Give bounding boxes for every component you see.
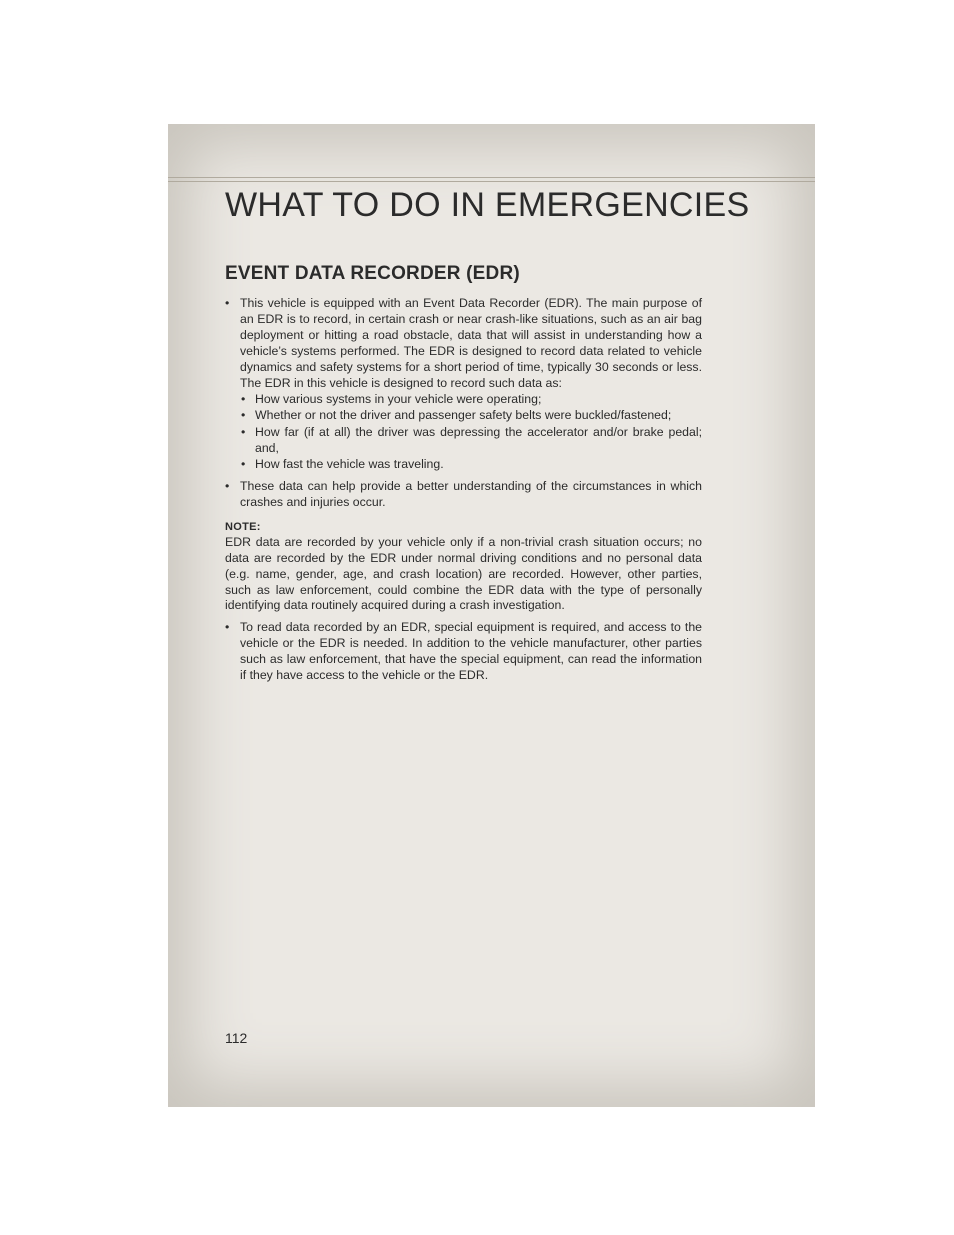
bullet-edr-description [225, 296, 702, 473]
manual-page [168, 124, 815, 1107]
header-rule-top [168, 177, 815, 178]
bullet-data-purpose [225, 479, 702, 511]
note-text: EDR data are recorded by your vehicle only if a non-trivial crash situation occurs; no data are recorded by the EDR under normal driving conditions and no personal data (e.g. name, gender, age, and crash location) are recorded. However, other parties, such as law enforcement, could combine the EDR data with the type of personally identifying data routinely acquired during a crash investigation. [225, 534, 702, 613]
bullet-reading-data-text: • To read data recorded by an EDR, special equipment is required, and access to the vehicle or the EDR is needed. In addition to the vehicle manufacturer, other parties such as law enforcement, that have the special equipment, can read the information if they have access to the vehicle or the EDR. [240, 620, 702, 683]
note-label: NOTE: [225, 520, 261, 533]
bullet-reading-data [225, 620, 702, 684]
list-item: • How far (if at all) the driver was depressing the accelerator and/or brake pedal; and, [241, 425, 702, 457]
list-item: • How various systems in your vehicle were operating; [241, 392, 702, 408]
bullet-edr-intro: • This vehicle is equipped with an Event Data Recorder (EDR). The main purpose of an EDR is to record, in certain crash or near crash-like situations, such as an air bag deployment or hitting a road obstacle, data that will assist in understanding how a vehicle’s systems performed. The EDR is designed to record data related to vehicle dynamics and safety systems for a short period of time, typically 30 seconds or less. The EDR in this vehicle is designed to record such data as: [240, 296, 702, 390]
list-item: • How fast the vehicle was traveling. [241, 457, 702, 473]
bullet-data-purpose-text: • These data can help provide a better understanding of the circumstances in which crashes and injuries occur. [240, 478, 702, 509]
page-number: 112 [225, 1030, 248, 1046]
list-item: • Whether or not the driver and passenger safety belts were buckled/fastened; [241, 408, 702, 424]
page-heading: EVENT DATA RECORDER (EDR) [225, 263, 520, 284]
body-content [225, 296, 702, 684]
header-rule-bottom [168, 181, 815, 182]
recorded-data-list [238, 392, 702, 473]
section-title: WHAT TO DO IN EMERGENCIES [225, 186, 750, 224]
